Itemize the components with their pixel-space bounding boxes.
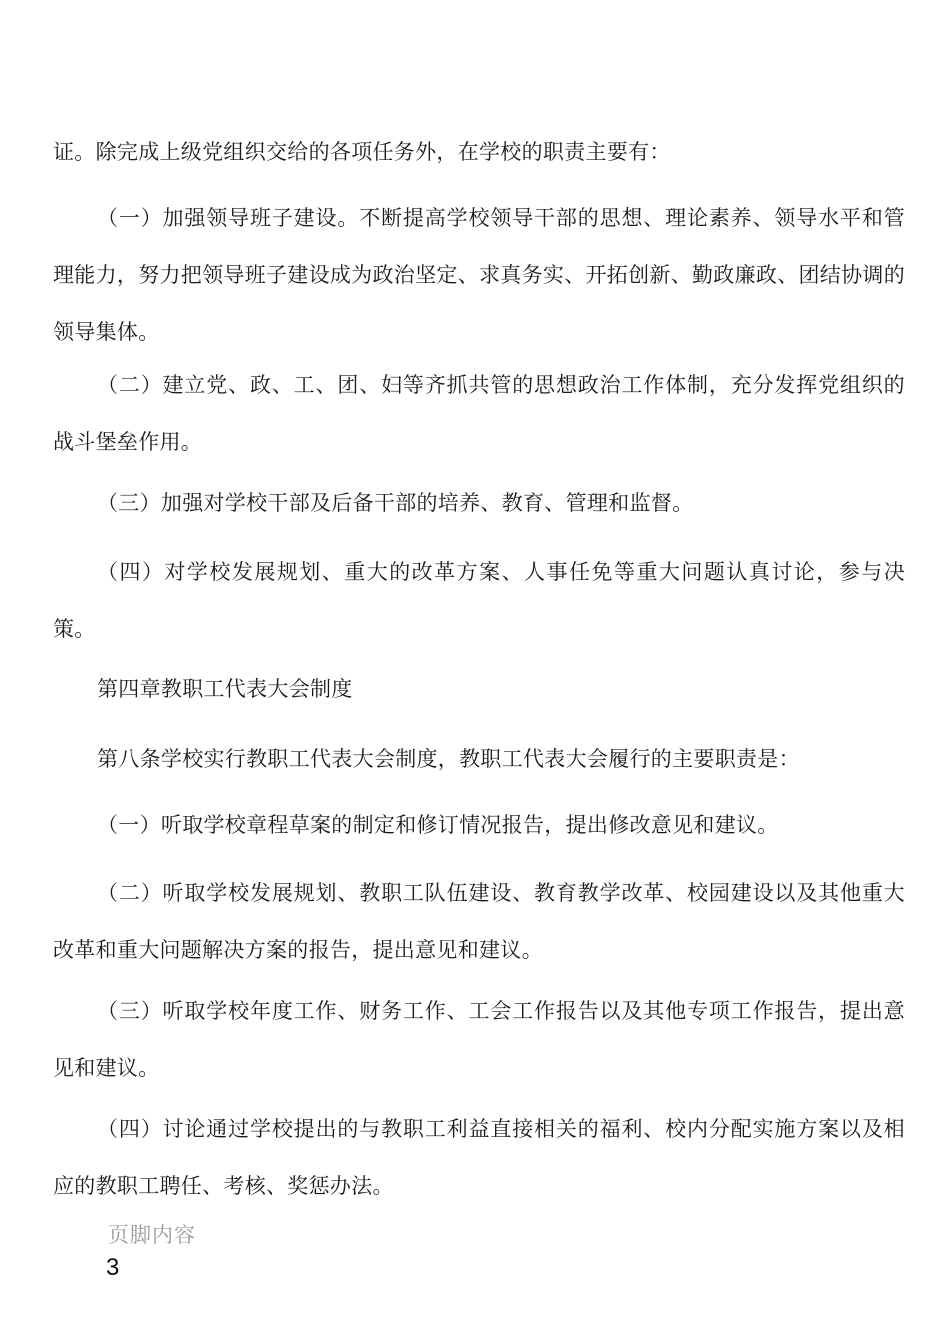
- paragraph-item-1: （一）加强领导班子建设。不断提高学校领导干部的思想、理论素养、领导水平和管理能力，努力把领导班子建设成为政治坚定、求真务实、开拓创新、勤政廉政、团结协调的领导集体。: [53, 206, 905, 344]
- page-number: 3: [106, 1254, 120, 1281]
- chapter-heading: 第四章教职工代表大会制度: [97, 677, 353, 701]
- paragraph-item-2: （二）建立党、政、工、团、妇等齐抓共管的思想政治工作体制，充分发挥党组织的战斗堡垒作用。: [53, 373, 905, 454]
- paragraph-item-4: （四）对学校发展规划、重大的改革方案、人事任免等重大问题认真讨论，参与决策。: [53, 560, 905, 641]
- footer-label: 页脚内容: [108, 1223, 196, 1247]
- article-heading: 第八条学校实行教职工代表大会制度，教职工代表大会履行的主要职责是：: [97, 747, 800, 771]
- paragraph-item-3: （三）加强对学校干部及后备干部的培养、教育、管理和监督。: [97, 491, 694, 515]
- paragraph-duty-4: （四）讨论通过学校提出的与教职工利益直接相关的福利、校内分配实施方案以及相应的教职工聘任、考核、奖惩办法。: [53, 1117, 905, 1198]
- paragraph-duty-2: （二）听取学校发展规划、教职工队伍建设、教育教学改革、校园建设以及其他重大改革和重大问题解决方案的报告，提出意见和建议。: [53, 881, 905, 962]
- paragraph-continuation: 证。除完成上级党组织交给的各项任务外，在学校的职责主要有：: [53, 140, 671, 164]
- paragraph-duty-3: （三）听取学校年度工作、财务工作、工会工作报告以及其他专项工作报告，提出意见和建议。: [53, 999, 905, 1080]
- paragraph-duty-1: （一）听取学校章程草案的制定和修订情况报告，提出修改意见和建议。: [97, 813, 779, 837]
